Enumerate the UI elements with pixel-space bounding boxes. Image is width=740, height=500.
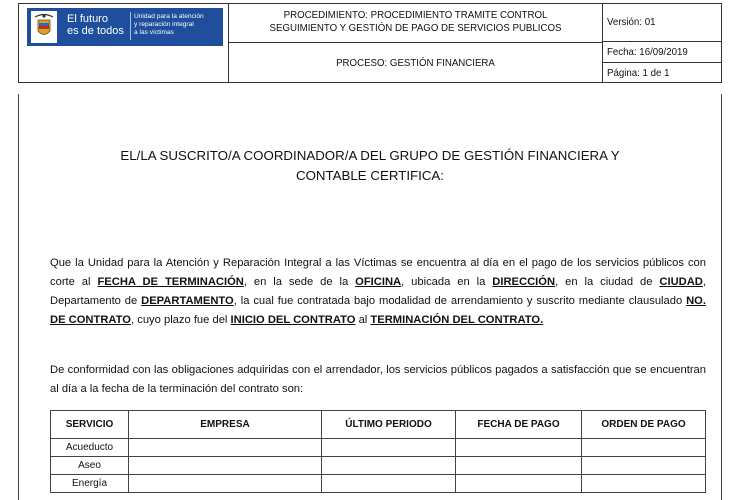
table-header-row bbox=[51, 411, 706, 439]
placeholder-end-date: FECHA DE TERMINACIÓN bbox=[97, 276, 244, 288]
placeholder-office: OFICINA bbox=[355, 276, 402, 288]
procedure-cell bbox=[229, 4, 603, 82]
column-header: ÚLTIMO PERIODO bbox=[322, 411, 456, 439]
service-name: Energía bbox=[51, 475, 129, 493]
table-cell[interactable] bbox=[129, 457, 322, 475]
services-intro-paragraph: De conformidad con las obligaciones adquiridas con el arrendador, los servicios públicos pagados a satisfacción que se encuentran al día a la fecha de la terminación del contrato son: bbox=[50, 364, 706, 395]
column-header: ORDEN DE PAGO bbox=[582, 411, 706, 439]
placeholder-contract-end: TERMINACIÓN DEL CONTRATO. bbox=[370, 314, 544, 326]
table-cell[interactable] bbox=[582, 475, 706, 493]
table-row bbox=[51, 475, 706, 493]
logo-divider bbox=[130, 12, 131, 40]
table-cell[interactable] bbox=[322, 457, 456, 475]
date-label: Fecha: 16/09/2019 bbox=[603, 42, 721, 63]
service-name: Aseo bbox=[51, 457, 129, 475]
table-cell[interactable] bbox=[129, 439, 322, 457]
table-row bbox=[51, 457, 706, 475]
certification-paragraph: Que la Unidad para la Atención y Reparación Integral a las Víctimas se encuentra al día en el pago de los servicios públicos con corte al FECHA DE TERMINACIÓN, en la sede de la OFICINA, ubicada en la DIRECCIÓN, en la ciudad de CIUDAD, Departamento de DEPARTAMENTO, la cual fue contratada bajo modalidad de arrendamiento y suscrito mediante clausulado NO. DE CONTRATO, cuyo plazo fue del INICIO DEL CONTRATO al TERMINACIÓN DEL CONTRATO. bbox=[50, 257, 706, 326]
logo-text: El futuro es de todos bbox=[67, 13, 124, 37]
column-header: SERVICIO bbox=[51, 411, 129, 439]
table-cell[interactable] bbox=[456, 439, 582, 457]
logo-subtitle: Unidad para la atención y reparación integral a las víctimas bbox=[134, 13, 204, 36]
services-table bbox=[50, 410, 706, 493]
logo-cell bbox=[19, 4, 229, 82]
placeholder-city: CIUDAD bbox=[659, 276, 703, 288]
table-cell[interactable] bbox=[456, 475, 582, 493]
placeholder-department: DEPARTAMENTO bbox=[141, 295, 234, 307]
page-border-left bbox=[18, 94, 19, 500]
placeholder-contract-start: INICIO DEL CONTRATO bbox=[230, 314, 356, 326]
coat-of-arms-icon bbox=[31, 11, 57, 43]
column-header: FECHA DE PAGO bbox=[456, 411, 582, 439]
page-label: Página: 1 de 1 bbox=[607, 68, 670, 79]
placeholder-address: DIRECCIÓN bbox=[492, 276, 556, 288]
table-cell[interactable] bbox=[322, 475, 456, 493]
table-cell[interactable] bbox=[322, 439, 456, 457]
version-label: Versión: 01 bbox=[603, 4, 721, 42]
procedure-name: PROCEDIMIENTO: PROCEDIMIENTO TRAMITE CONTROL SEGUIMIENTO Y GESTIÓN DE PAGO DE SERVICIOS PUBLICOS bbox=[229, 4, 602, 43]
column-header: EMPRESA bbox=[129, 411, 322, 439]
process-name: PROCESO: GESTIÓN FINANCIERA bbox=[336, 58, 495, 69]
table-cell[interactable] bbox=[129, 475, 322, 493]
metadata-cell bbox=[603, 4, 721, 82]
table-row bbox=[51, 439, 706, 457]
document-header bbox=[18, 3, 722, 83]
placeholder-contract-number: NO. DE CONTRATO bbox=[50, 295, 706, 326]
table-cell[interactable] bbox=[582, 457, 706, 475]
certificate-title: EL/LA SUSCRITO/A COORDINADOR/A DEL GRUPO DE GESTIÓN FINANCIERA Y CONTABLE CERTIFICA: bbox=[120, 148, 620, 183]
service-name: Acueducto bbox=[51, 439, 129, 457]
table-cell[interactable] bbox=[582, 439, 706, 457]
page-border-right bbox=[721, 94, 722, 500]
table-cell[interactable] bbox=[456, 457, 582, 475]
